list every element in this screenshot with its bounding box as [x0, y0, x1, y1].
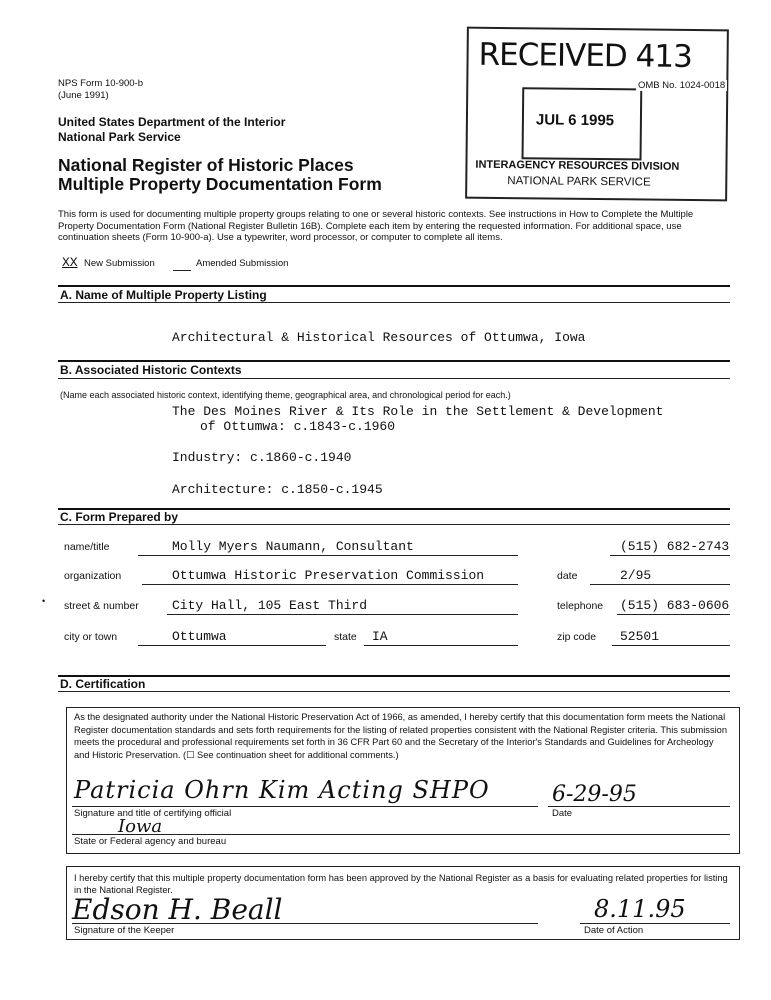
state-value[interactable]: IA	[372, 629, 388, 644]
keeper-date-label: Date of Action	[584, 925, 644, 936]
omb-number: OMB No. 1024-0018	[638, 80, 726, 91]
certification-text: As the designated authority under the National Historic Preservation Act of 1966, as amended, I hereby certify that this documentation form meets the National Register documentation standards and sets forth requirements for the listing of related properties consistent with the National Register criteria. This submission meets the procedural and professional requirements set forth in 36 CFR Part 60 and the Secretary of the Interior's Standards and Guidelines for Archeology and Historic Preservation. (☐ See continuation sheet for additional comments.)	[74, 712, 727, 760]
cert-date-label: Date	[552, 808, 573, 819]
date-line	[590, 584, 730, 585]
rule-c-bottom	[58, 524, 730, 525]
rule-b-bottom	[58, 378, 730, 379]
amended-submission-label: Amended Submission	[196, 258, 289, 269]
telephone-label: telephone	[557, 600, 604, 612]
new-submission-label: New Submission	[84, 258, 155, 269]
city-label: city or town	[64, 631, 118, 643]
context-1-line1[interactable]: The Des Moines River & Its Role in the Settlement & Development	[172, 404, 664, 419]
keeper-date-line	[580, 923, 730, 924]
rule-b-top	[58, 360, 730, 362]
rule-d-top	[58, 675, 730, 677]
received-stamp	[465, 27, 729, 202]
city-value[interactable]: Ottumwa	[172, 629, 227, 644]
name-title-label: name/title	[64, 541, 110, 553]
rule-d-bottom	[58, 691, 730, 692]
name-title-line	[138, 555, 518, 556]
keeper-text: I hereby certify that this multiple property documentation form has been approved by the National Register as a basis for evaluating related properties for listing in the National Register.	[74, 873, 728, 895]
telephone-line	[617, 614, 730, 615]
context-1-line2[interactable]: of Ottumwa: c.1843-c.1960	[200, 419, 396, 434]
form-date: (June 1991)	[58, 90, 109, 101]
date-label: date	[557, 570, 578, 582]
page-title-line1: National Register of Historic Places	[58, 155, 354, 175]
name-title-value[interactable]: Molly Myers Naumann, Consultant	[172, 539, 414, 554]
organization-label: organization	[64, 570, 122, 582]
date-value[interactable]: 2/95	[620, 568, 652, 583]
agency: National Park Service	[58, 130, 181, 144]
street-line	[167, 614, 518, 615]
organization-line	[142, 584, 518, 585]
cert-signature-date: 6-29-95	[552, 782, 637, 807]
keeper-signature-label: Signature of the Keeper	[74, 925, 175, 936]
stamp-line1: INTERAGENCY RESOURCES DIVISION	[475, 158, 680, 173]
multiple-property-name[interactable]: Architectural & Historical Resources of Ottumwa, Iowa	[172, 330, 586, 345]
agency-label: State or Federal agency and bureau	[74, 836, 227, 847]
amended-blank[interactable]	[173, 270, 191, 271]
street-label: street & number	[64, 600, 139, 612]
stamp-received: RECEIVED 413	[478, 36, 692, 75]
zip-label: zip code	[557, 631, 597, 643]
organization-value[interactable]: Ottumwa Historic Preservation Commission	[172, 568, 485, 583]
rule-a-bottom	[58, 302, 730, 303]
agency-line	[72, 834, 730, 835]
state-label: state	[334, 631, 357, 643]
section-c-heading: C. Form Prepared by	[60, 510, 179, 524]
form-number: NPS Form 10-900-b	[58, 78, 144, 89]
department: United States Department of the Interior	[58, 115, 286, 129]
submission-mark[interactable]: XX	[62, 255, 78, 270]
context-2[interactable]: Industry: c.1860-c.1940	[172, 450, 352, 465]
name-phone-value[interactable]: (515) 682-2743	[620, 539, 730, 554]
state-line	[364, 645, 518, 646]
stamp-line2: NATIONAL PARK SERVICE	[507, 175, 651, 189]
section-d-heading: D. Certification	[60, 677, 146, 691]
keeper-date: 8.11.95	[594, 895, 686, 923]
keeper-signature: Edson H. Beall	[72, 893, 283, 926]
name-phone-line	[610, 555, 730, 556]
keeper-signature-line	[72, 923, 538, 924]
cert-signature-line	[72, 806, 538, 807]
city-line	[138, 645, 326, 646]
section-b-heading: B. Associated Historic Contexts	[60, 363, 242, 377]
form-instructions: This form is used for documenting multiple property groups relating to one or several historic contexts. See instructions in How to Complete the Multiple Property Documentation Form (National Register Bulletin 16B). Complete each item by entering the requested information. For additional space, use continuation sheets (Form 10-900-a). Use a typewriter, word processor, or computer to complete all items.	[58, 209, 694, 243]
page-title-line2: Multiple Property Documentation Form	[58, 174, 382, 194]
cert-date-line	[548, 806, 730, 807]
zip-value[interactable]: 52501	[620, 629, 660, 644]
context-3[interactable]: Architecture: c.1850-c.1945	[172, 482, 383, 497]
street-value[interactable]: City Hall, 105 East Third	[172, 598, 368, 613]
agency-handwritten: Iowa	[118, 816, 163, 837]
cert-signature-label: Signature and title of certifying official	[74, 808, 232, 819]
section-b-note: (Name each associated historic context, identifying theme, geographical area, and chronological period for each.)	[60, 390, 511, 400]
telephone-value[interactable]: (515) 683-0606	[620, 598, 730, 613]
stamp-date-box	[522, 87, 643, 160]
stamp-date: JUL 6 1995	[535, 111, 615, 130]
certifying-signature: Patricia Ohrn Kim Acting SHPO	[74, 776, 490, 804]
rule-a-top	[58, 285, 730, 287]
section-a-heading: A. Name of Multiple Property Listing	[60, 288, 267, 302]
zip-line	[612, 645, 730, 646]
margin-mark: •	[42, 596, 46, 606]
